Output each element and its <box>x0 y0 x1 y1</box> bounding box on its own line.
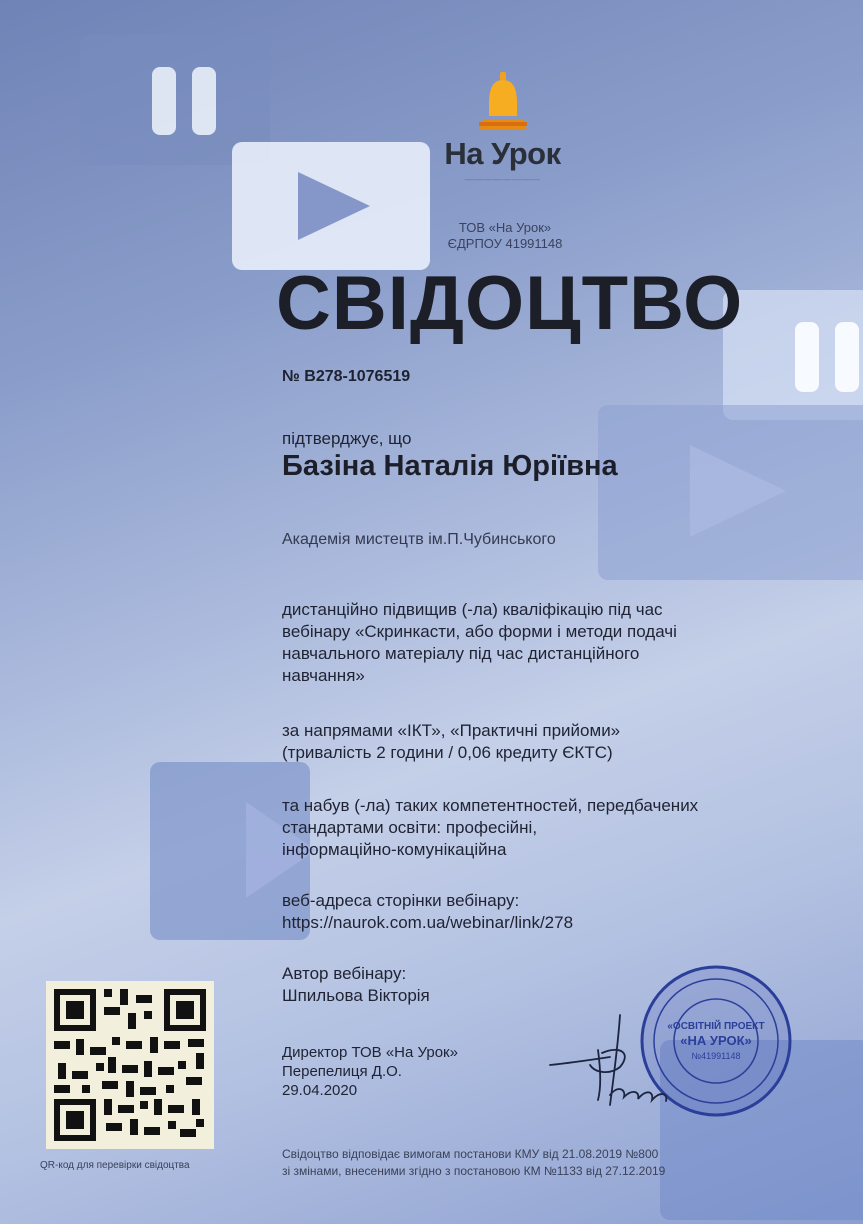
directions-paragraph <box>282 720 762 764</box>
paragraph-line: стандартами освіти: професійні, <box>282 818 538 837</box>
paragraph-line: інформаційно-комунікаційна <box>282 840 507 859</box>
qr-code <box>46 981 214 1149</box>
issue-date: 29.04.2020 <box>282 1082 358 1099</box>
decor-pause-tile <box>723 290 863 420</box>
company-name: ТОВ «На Урок» <box>458 220 552 235</box>
paragraph-line: та набув (-ла) таких компетентностей, передбачених <box>282 796 699 815</box>
bell-icon <box>479 72 527 134</box>
stamp-line: «ОСВІТНІЙ ПРОЕКТ <box>667 1021 765 1032</box>
webinar-address-label: веб-адреса сторінки вебінару: <box>282 891 520 910</box>
play-icon <box>298 172 370 240</box>
recipient-institution: Академія мистецтв ім.П.Чубинського <box>282 531 556 548</box>
signature-icon <box>540 1005 690 1115</box>
play-icon <box>690 445 786 537</box>
paragraph-line: дистанційно підвищив (-ла) кваліфікацію під час <box>282 600 663 619</box>
paragraph-line: вебінару «Скринкасти, або форми і методи подачі <box>282 622 677 641</box>
competences-paragraph <box>282 795 762 861</box>
qr-caption: QR-код для перевірки свідоцтва <box>40 1160 190 1171</box>
pause-bar-decor <box>192 67 216 135</box>
company-code: ЄДРПОУ 41991148 <box>447 236 563 251</box>
company-info <box>390 220 620 252</box>
pause-bar-decor <box>835 322 859 392</box>
certificate-title: СВІДОЦТВО <box>276 261 744 346</box>
qr-code-icon <box>46 981 214 1149</box>
brand-logo <box>430 72 575 184</box>
pause-bar-decor <box>152 67 176 135</box>
qualification-paragraph <box>282 599 762 687</box>
legal-notice <box>282 1146 762 1180</box>
paragraph-line: навчального матеріалу під час дистанційного <box>282 644 640 663</box>
paragraph-line: (тривалість 2 години / 0,06 кредиту ЄКТС) <box>282 743 613 762</box>
director-label: Директор ТОВ «На Урок» <box>282 1044 458 1061</box>
legal-line: Свідоцтво відповідає вимогам постанови КМУ від 21.08.2019 №800 <box>282 1147 659 1161</box>
stamp-line: «НА УРОК» <box>680 1033 752 1048</box>
pause-bar-decor <box>795 322 819 392</box>
brand-name: На Урок <box>444 136 561 171</box>
director-name: Перепелиця Д.О. <box>282 1063 402 1080</box>
paragraph-line: за напрямами «ІКТ», «Практичні прийоми» <box>282 721 621 740</box>
recipient-name: Базіна Наталія Юріївна <box>282 450 618 482</box>
brand-tagline: ———————— <box>464 174 541 184</box>
webinar-address <box>282 890 762 934</box>
certificate-number: № B278-1076519 <box>282 368 411 385</box>
stamp-code: №41991148 <box>691 1051 741 1061</box>
author-name: Шпильова Вікторія <box>282 986 430 1005</box>
webinar-url[interactable]: https://naurok.com.ua/webinar/link/278 <box>282 913 574 932</box>
confirms-text: підтверджує, що <box>282 429 412 448</box>
paragraph-line: навчання» <box>282 666 365 685</box>
author-label: Автор вебінару: <box>282 964 407 983</box>
legal-line: зі змінами, внесеними згідно з постановою КМ №1133 від 27.12.2019 <box>282 1164 666 1178</box>
